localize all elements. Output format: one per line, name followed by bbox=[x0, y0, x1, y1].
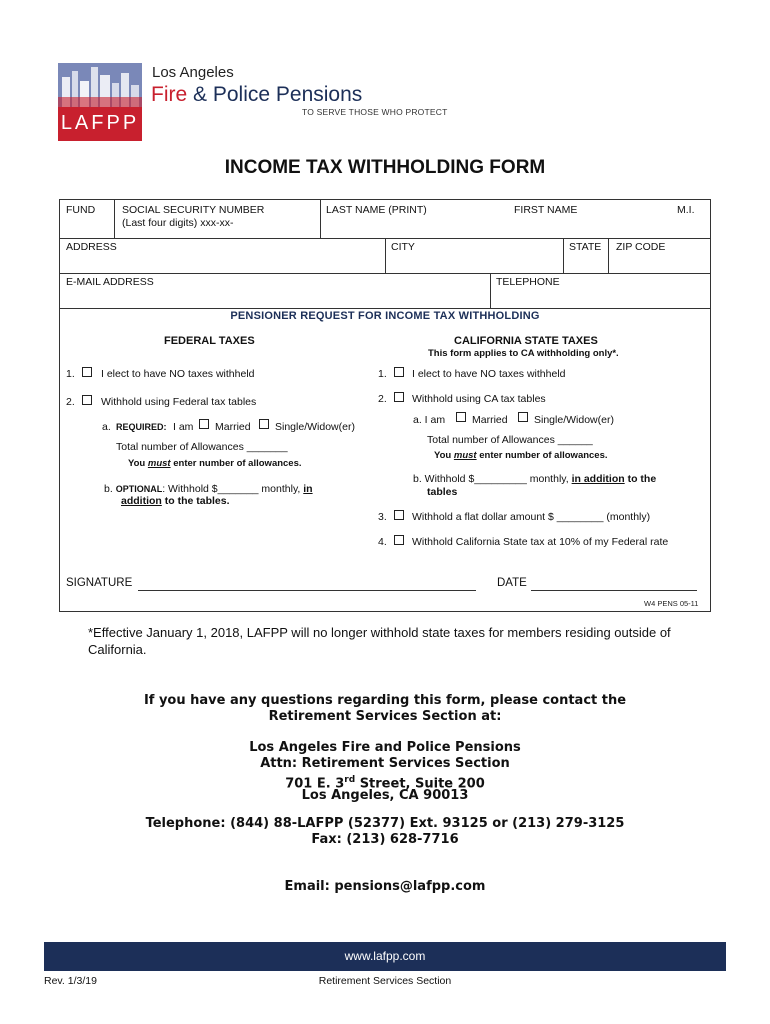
col-divider bbox=[385, 238, 386, 273]
federal-opt2-label: Withhold using Federal tax tables bbox=[101, 396, 257, 408]
row-divider bbox=[59, 308, 711, 309]
contact-org: Los Angeles Fire and Police Pensions bbox=[249, 740, 521, 755]
federal-must-pre: You bbox=[128, 458, 146, 469]
telephone-field[interactable]: TELEPHONE bbox=[496, 276, 560, 288]
federal-must-post: enter number of allowances. bbox=[173, 458, 302, 469]
federal-tables-checkbox[interactable] bbox=[82, 395, 92, 405]
city-skyline-icon bbox=[58, 63, 142, 107]
effective-note: *Effective January 1, 2018, LAFPP will no longer withhold state taxes for members residing outside of California. bbox=[88, 625, 671, 657]
brand-name-amp: & bbox=[187, 83, 213, 106]
col-divider bbox=[114, 199, 115, 238]
col-divider bbox=[608, 238, 609, 273]
federal-opt1-num: 1. bbox=[66, 368, 75, 380]
ca-married-label: Married bbox=[472, 414, 508, 426]
email-field[interactable]: E-MAIL ADDRESS bbox=[66, 276, 154, 288]
contact-fax: Fax: (213) 628-7716 bbox=[311, 832, 459, 847]
date-label: DATE bbox=[497, 577, 527, 589]
ca-must-post: enter number of allowances. bbox=[479, 450, 608, 461]
federal-optional-label: OPTIONAL bbox=[115, 484, 163, 494]
contact-intro-line1: If you have any questions regarding this form, please contact the bbox=[143, 693, 627, 708]
ca-no-tax-checkbox[interactable] bbox=[394, 367, 404, 377]
federal-in-label: in bbox=[303, 483, 313, 495]
federal-no-tax-checkbox[interactable] bbox=[82, 367, 92, 377]
ca-withhold-line[interactable] bbox=[413, 473, 656, 485]
brand-tagline: TO SERVE THOSE WHO PROTECT bbox=[302, 107, 448, 117]
federal-married-label: Married bbox=[215, 421, 251, 433]
ca-opt3-num: 3. bbox=[378, 511, 387, 523]
address-street-post: Street, Suite 200 bbox=[355, 776, 485, 792]
signature-label: SIGNATURE bbox=[66, 577, 133, 589]
federal-required-label: REQUIRED: bbox=[116, 422, 167, 432]
federal-iam-label: I am bbox=[173, 421, 194, 433]
ca-tables-checkbox[interactable] bbox=[394, 392, 404, 402]
address-street-pre: 701 E. 3 bbox=[285, 776, 345, 792]
california-heading: CALIFORNIA STATE TAXES bbox=[454, 335, 598, 347]
ca-tables-label: tables bbox=[427, 486, 458, 498]
first-name-field[interactable]: FIRST NAME bbox=[514, 204, 578, 216]
federal-allowances-field[interactable]: Total number of Allowances _______ bbox=[116, 441, 288, 453]
contact-intro-line2: Retirement Services Section at: bbox=[268, 709, 502, 724]
brand-name-rest: Police Pensions bbox=[212, 83, 363, 106]
contact-email[interactable]: Email: pensions@lafpp.com bbox=[284, 879, 486, 894]
federal-single-checkbox[interactable] bbox=[259, 419, 269, 429]
col-divider bbox=[563, 238, 564, 273]
ca-iam-label: a. I am bbox=[413, 414, 446, 426]
ssn-field[interactable]: (Last four digits) xxx-xx- bbox=[122, 217, 234, 229]
address-field[interactable]: ADDRESS bbox=[66, 241, 117, 253]
federal-addition-label: addition bbox=[121, 495, 162, 507]
ca-opt1-num: 1. bbox=[378, 368, 387, 380]
lafpp-logo bbox=[58, 63, 142, 141]
federal-tables-label: to the tables. bbox=[164, 495, 230, 507]
ca-to-the-label: to the bbox=[627, 473, 657, 485]
contact-attn: Attn: Retirement Services Section bbox=[260, 756, 510, 771]
federal-single-label: Single/Widow(er) bbox=[275, 421, 355, 433]
ca-opt4-num: 4. bbox=[378, 536, 387, 548]
date-line[interactable] bbox=[531, 590, 697, 591]
signature-line[interactable] bbox=[138, 590, 476, 591]
ca-opt4-label: Withhold California State tax at 10% of my Federal rate bbox=[412, 536, 669, 548]
federal-a-prefix: a. bbox=[102, 421, 111, 433]
last-name-field[interactable]: LAST NAME (PRINT) bbox=[326, 204, 427, 216]
brand-city: Los Angeles bbox=[152, 64, 234, 81]
ca-flat-amount-checkbox[interactable] bbox=[394, 510, 404, 520]
ca-withhold-text: b. Withhold $_________ monthly, bbox=[413, 473, 569, 485]
revision-label: Rev. 1/3/19 bbox=[44, 975, 97, 987]
ca-must-note bbox=[434, 450, 608, 461]
ssn-label-line1: SOCIAL SECURITY NUMBER bbox=[122, 204, 265, 216]
ca-must-pre: You bbox=[434, 450, 452, 461]
row-divider bbox=[59, 273, 711, 274]
contact-city: Los Angeles, CA 90013 bbox=[301, 788, 469, 803]
ca-opt1-label: I elect to have NO taxes withheld bbox=[412, 368, 566, 380]
brand-name-fire: Fire bbox=[151, 83, 188, 106]
federal-must-word: must bbox=[147, 458, 171, 469]
footer-department: Retirement Services Section bbox=[318, 975, 452, 987]
federal-heading: FEDERAL TAXES bbox=[164, 335, 255, 347]
ca-single-checkbox[interactable] bbox=[518, 412, 528, 422]
ca-opt2-label: Withhold using CA tax tables bbox=[412, 393, 546, 405]
federal-opt1-label: I elect to have NO taxes withheld bbox=[101, 368, 255, 380]
website-link[interactable]: www.lafpp.com bbox=[344, 949, 426, 963]
federal-optional-text: : Withhold $_______ monthly, bbox=[162, 483, 301, 495]
federal-optional-line[interactable] bbox=[104, 483, 313, 495]
ca-in-addition-label: in addition bbox=[571, 473, 625, 485]
fund-field[interactable]: FUND bbox=[66, 204, 96, 216]
ca-must-word: must bbox=[453, 450, 477, 461]
state-field[interactable]: STATE bbox=[569, 241, 602, 253]
federal-addition-line bbox=[121, 495, 230, 507]
footer-website-bar bbox=[44, 942, 726, 971]
ca-allowances-field[interactable]: Total number of Allowances ______ bbox=[427, 434, 593, 446]
ca-opt3-label: Withhold a flat dollar amount $ ________ (monthly) bbox=[412, 511, 651, 523]
contact-telephone: Telephone: (844) 88-LAFPP (52377) Ext. 93125 or (213) 279-3125 bbox=[145, 816, 625, 831]
zip-code-field[interactable]: ZIP CODE bbox=[616, 241, 666, 253]
federal-married-checkbox[interactable] bbox=[199, 419, 209, 429]
ca-single-label: Single/Widow(er) bbox=[534, 414, 614, 426]
col-divider bbox=[320, 199, 321, 238]
city-field[interactable]: CITY bbox=[391, 241, 415, 253]
col-divider bbox=[490, 273, 491, 308]
form-title: INCOME TAX WITHHOLDING FORM bbox=[224, 157, 546, 178]
federal-opt2-num: 2. bbox=[66, 396, 75, 408]
ca-ten-percent-checkbox[interactable] bbox=[394, 535, 404, 545]
federal-must-note bbox=[128, 458, 302, 469]
ca-opt2-num: 2. bbox=[378, 393, 387, 405]
middle-initial-field[interactable]: M.I. bbox=[677, 204, 695, 216]
form-code: W4 PENS 05-11 bbox=[644, 599, 699, 608]
brand-name bbox=[151, 83, 362, 107]
section-title: PENSIONER REQUEST FOR INCOME TAX WITHHOLDING bbox=[230, 310, 540, 322]
logo-text: LAFPP bbox=[60, 112, 140, 134]
ca-married-checkbox[interactable] bbox=[456, 412, 466, 422]
address-street-sup: rd bbox=[344, 775, 356, 785]
california-subnote: This form applies to CA withholding only*. bbox=[428, 348, 619, 359]
federal-b-prefix: b. bbox=[104, 483, 113, 495]
